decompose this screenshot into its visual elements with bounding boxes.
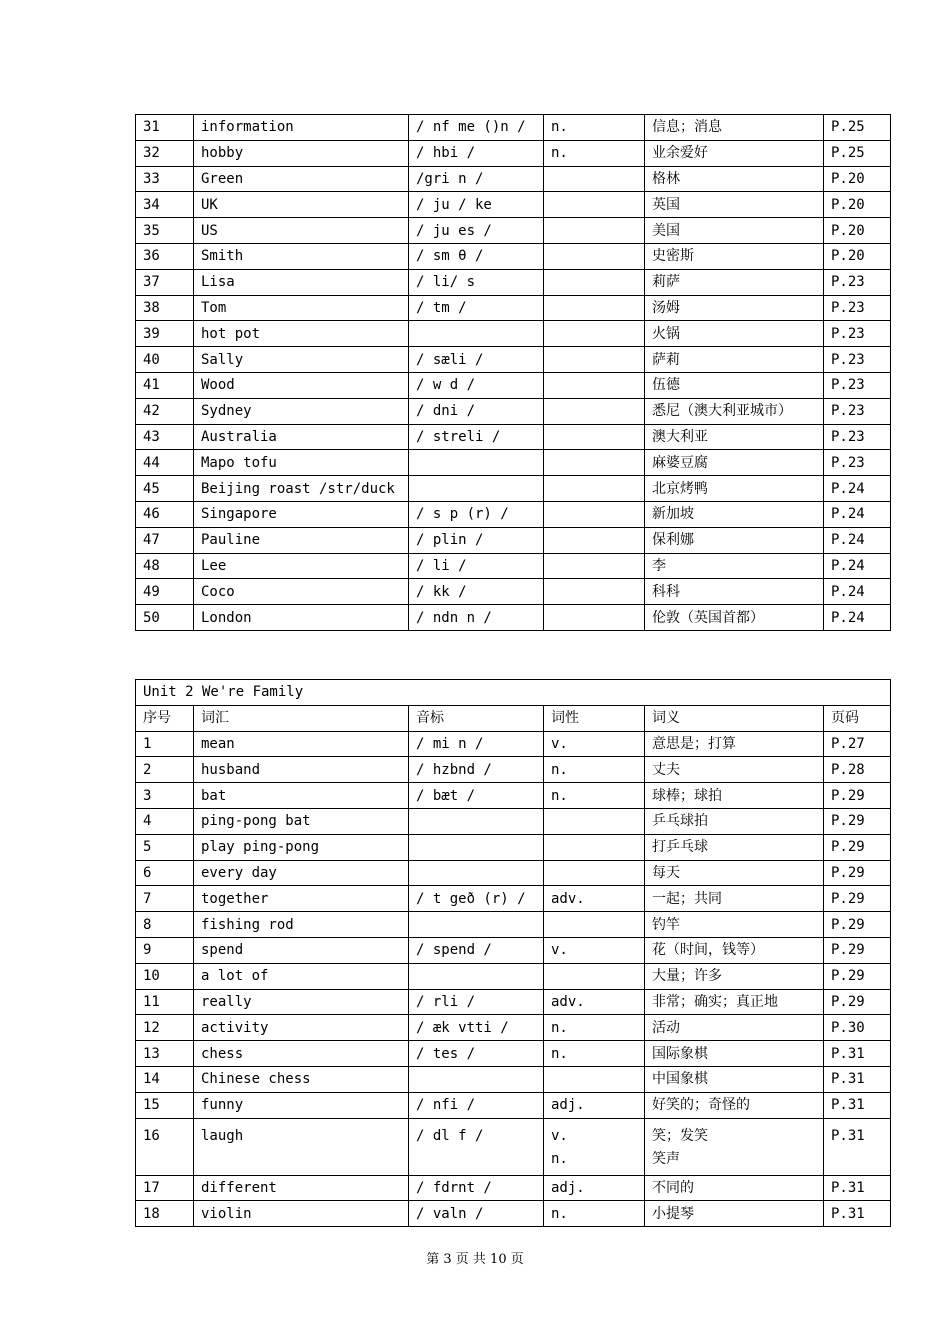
vocab-word: US xyxy=(194,218,409,244)
table-row xyxy=(136,937,891,963)
vocab-word: Smith xyxy=(194,243,409,269)
header-page: 页码 xyxy=(824,705,891,731)
part-of-speech xyxy=(544,269,645,295)
row-number: 44 xyxy=(136,450,194,476)
part-of-speech xyxy=(544,963,645,989)
vocab-word: hobby xyxy=(194,140,409,166)
row-number: 40 xyxy=(136,347,194,373)
page-ref: P.23 xyxy=(824,321,891,347)
meaning: 萨莉 xyxy=(645,347,824,373)
table-row xyxy=(136,757,891,783)
meaning-line-2: 笑声 xyxy=(652,1150,680,1167)
table-row xyxy=(136,605,891,631)
table-row xyxy=(136,476,891,502)
table-row xyxy=(136,269,891,295)
vocab-word: together xyxy=(194,886,409,912)
meaning: 伦敦（英国首都） xyxy=(645,605,824,631)
table-row xyxy=(136,450,891,476)
meaning: 乒乓球拍 xyxy=(645,808,824,834)
phonetic xyxy=(409,1066,544,1092)
meaning: 意思是；打算 xyxy=(645,731,824,757)
part-of-speech: adj. xyxy=(544,1092,645,1118)
phonetic: / plin / xyxy=(409,527,544,553)
vocab-word: a lot of xyxy=(194,963,409,989)
row-number: 45 xyxy=(136,476,194,502)
phonetic: / nf me ()n / xyxy=(409,115,544,141)
phonetic: /gri n / xyxy=(409,166,544,192)
vocab-word: bat xyxy=(194,783,409,809)
row-number: 6 xyxy=(136,860,194,886)
vocab-word: mean xyxy=(194,731,409,757)
part-of-speech xyxy=(544,579,645,605)
table-row xyxy=(136,398,891,424)
meaning: 新加坡 xyxy=(645,501,824,527)
page-ref: P.23 xyxy=(824,398,891,424)
phonetic: / sæli / xyxy=(409,347,544,373)
part-of-speech: v. xyxy=(544,937,645,963)
page-ref: P.31 xyxy=(824,1201,891,1227)
table-row xyxy=(136,1175,891,1201)
row-number: 33 xyxy=(136,166,194,192)
header-meaning: 词义 xyxy=(645,705,824,731)
page-ref: P.20 xyxy=(824,166,891,192)
table-row xyxy=(136,166,891,192)
table-row xyxy=(136,527,891,553)
row-number: 38 xyxy=(136,295,194,321)
table-row xyxy=(136,834,891,860)
meaning: 大量；许多 xyxy=(645,963,824,989)
meaning: 科科 xyxy=(645,579,824,605)
unit-title: Unit 2 We're Family xyxy=(136,680,891,706)
row-number: 43 xyxy=(136,424,194,450)
meaning: 麻婆豆腐 xyxy=(645,450,824,476)
row-number: 48 xyxy=(136,553,194,579)
row-number: 9 xyxy=(136,937,194,963)
header-word: 词汇 xyxy=(194,705,409,731)
part-of-speech xyxy=(544,243,645,269)
meaning: 北京烤鸭 xyxy=(645,476,824,502)
page-ref: P.25 xyxy=(824,140,891,166)
meaning: 好笑的；奇怪的 xyxy=(645,1092,824,1118)
page-ref: P.29 xyxy=(824,963,891,989)
part-of-speech xyxy=(544,860,645,886)
vocab-word: laugh xyxy=(194,1118,409,1175)
part-of-speech xyxy=(544,834,645,860)
page-ref: P.31 xyxy=(824,1066,891,1092)
meaning: 一起；共同 xyxy=(645,886,824,912)
meaning: 格林 xyxy=(645,166,824,192)
vocab-word: every day xyxy=(194,860,409,886)
row-number: 17 xyxy=(136,1175,194,1201)
meaning: 花（时间，钱等） xyxy=(645,937,824,963)
vocab-table-2-body xyxy=(136,731,891,1227)
part-of-speech xyxy=(544,605,645,631)
vocab-table-1-body xyxy=(136,115,891,631)
page-ref: P.30 xyxy=(824,1015,891,1041)
part-of-speech: adj. xyxy=(544,1175,645,1201)
part-of-speech-line-2: n. xyxy=(551,1150,568,1167)
page-ref: P.31 xyxy=(824,1175,891,1201)
part-of-speech: adv. xyxy=(544,886,645,912)
table-row xyxy=(136,963,891,989)
vocab-word: fishing rod xyxy=(194,912,409,938)
phonetic: / tes / xyxy=(409,1041,544,1067)
row-number: 3 xyxy=(136,783,194,809)
part-of-speech-line-1: v. xyxy=(551,1127,568,1144)
meaning: 英国 xyxy=(645,192,824,218)
meaning: 火锅 xyxy=(645,321,824,347)
page-ref: P.24 xyxy=(824,501,891,527)
phonetic: / ju / ke xyxy=(409,192,544,218)
row-number: 1 xyxy=(136,731,194,757)
page-ref: P.29 xyxy=(824,834,891,860)
table-row xyxy=(136,989,891,1015)
vocab-word: Chinese chess xyxy=(194,1066,409,1092)
row-number: 8 xyxy=(136,912,194,938)
page-ref: P.23 xyxy=(824,295,891,321)
part-of-speech xyxy=(544,553,645,579)
vocab-word: funny xyxy=(194,1092,409,1118)
part-of-speech: v. xyxy=(544,731,645,757)
table-row xyxy=(136,115,891,141)
part-of-speech xyxy=(544,476,645,502)
vocab-word: Mapo tofu xyxy=(194,450,409,476)
phonetic: / li/ s xyxy=(409,269,544,295)
phonetic: / ju es / xyxy=(409,218,544,244)
page-ref: P.31 xyxy=(824,1041,891,1067)
page-ref: P.31 xyxy=(824,1118,891,1175)
part-of-speech xyxy=(544,501,645,527)
table-row xyxy=(136,321,891,347)
part-of-speech xyxy=(544,192,645,218)
meaning: 美国 xyxy=(645,218,824,244)
table-row xyxy=(136,1092,891,1118)
vocab-word: Pauline xyxy=(194,527,409,553)
part-of-speech xyxy=(544,450,645,476)
row-number: 35 xyxy=(136,218,194,244)
vocab-word: ping-pong bat xyxy=(194,808,409,834)
table-row xyxy=(136,1118,891,1175)
phonetic: / bæt / xyxy=(409,783,544,809)
vocab-word: Singapore xyxy=(194,501,409,527)
part-of-speech xyxy=(544,218,645,244)
table-row xyxy=(136,860,891,886)
row-number: 39 xyxy=(136,321,194,347)
vocab-word: information xyxy=(194,115,409,141)
page-ref: P.20 xyxy=(824,243,891,269)
phonetic: / tm / xyxy=(409,295,544,321)
part-of-speech: n. xyxy=(544,1015,645,1041)
table-row xyxy=(136,424,891,450)
page-ref: P.23 xyxy=(824,269,891,295)
phonetic: / dl f / xyxy=(409,1118,544,1175)
table-row xyxy=(136,192,891,218)
meaning: 小提琴 xyxy=(645,1201,824,1227)
table-row xyxy=(136,553,891,579)
page-ref: P.23 xyxy=(824,424,891,450)
table-row xyxy=(136,783,891,809)
row-number: 11 xyxy=(136,989,194,1015)
page-ref: P.29 xyxy=(824,886,891,912)
page-ref: P.23 xyxy=(824,450,891,476)
header-ipa: 音标 xyxy=(409,705,544,731)
page-ref: P.24 xyxy=(824,553,891,579)
row-number: 13 xyxy=(136,1041,194,1067)
row-number: 31 xyxy=(136,115,194,141)
meaning: 伍德 xyxy=(645,372,824,398)
vocab-word: Lee xyxy=(194,553,409,579)
phonetic xyxy=(409,808,544,834)
table-row xyxy=(136,579,891,605)
page-ref: P.24 xyxy=(824,527,891,553)
row-number: 42 xyxy=(136,398,194,424)
vocab-table-1 xyxy=(135,114,891,631)
meaning: 业余爱好 xyxy=(645,140,824,166)
meaning: 汤姆 xyxy=(645,295,824,321)
page-ref: P.29 xyxy=(824,860,891,886)
meaning: 丈夫 xyxy=(645,757,824,783)
page-ref: P.23 xyxy=(824,347,891,373)
phonetic: / hzbnd / xyxy=(409,757,544,783)
page-ref: P.25 xyxy=(824,115,891,141)
page-ref: P.29 xyxy=(824,808,891,834)
part-of-speech: n. xyxy=(544,140,645,166)
part-of-speech xyxy=(544,1066,645,1092)
meaning: 每天 xyxy=(645,860,824,886)
vocab-word: different xyxy=(194,1175,409,1201)
row-number: 10 xyxy=(136,963,194,989)
table-row xyxy=(136,140,891,166)
part-of-speech xyxy=(544,321,645,347)
meaning: 钓竿 xyxy=(645,912,824,938)
row-number: 14 xyxy=(136,1066,194,1092)
phonetic xyxy=(409,963,544,989)
table-row xyxy=(136,218,891,244)
part-of-speech xyxy=(544,1118,645,1175)
part-of-speech xyxy=(544,295,645,321)
phonetic: / nfi / xyxy=(409,1092,544,1118)
part-of-speech xyxy=(544,527,645,553)
row-number: 36 xyxy=(136,243,194,269)
row-number: 7 xyxy=(136,886,194,912)
page-ref: P.29 xyxy=(824,783,891,809)
phonetic xyxy=(409,476,544,502)
phonetic: / valn / xyxy=(409,1201,544,1227)
phonetic: / t geð (r) / xyxy=(409,886,544,912)
phonetic xyxy=(409,321,544,347)
meaning: 史密斯 xyxy=(645,243,824,269)
vocab-word: violin xyxy=(194,1201,409,1227)
part-of-speech: n. xyxy=(544,783,645,809)
vocab-word: husband xyxy=(194,757,409,783)
meaning: 活动 xyxy=(645,1015,824,1041)
page-ref: P.20 xyxy=(824,218,891,244)
phonetic xyxy=(409,834,544,860)
part-of-speech: adv. xyxy=(544,989,645,1015)
meaning: 悉尼（澳大利亚城市） xyxy=(645,398,824,424)
page-ref: P.29 xyxy=(824,989,891,1015)
phonetic: / fdrnt / xyxy=(409,1175,544,1201)
vocab-word: play ping-pong xyxy=(194,834,409,860)
phonetic: / kk / xyxy=(409,579,544,605)
table-row xyxy=(136,912,891,938)
vocab-word: hot pot xyxy=(194,321,409,347)
phonetic: / mi n / xyxy=(409,731,544,757)
phonetic xyxy=(409,860,544,886)
table-row xyxy=(136,1041,891,1067)
table-row xyxy=(136,1201,891,1227)
phonetic: / dni / xyxy=(409,398,544,424)
vocab-word: Lisa xyxy=(194,269,409,295)
phonetic xyxy=(409,450,544,476)
vocab-word: Sydney xyxy=(194,398,409,424)
vocab-word: Beijing roast /str/duck xyxy=(194,476,409,502)
meaning: 球棒；球拍 xyxy=(645,783,824,809)
page-ref: P.24 xyxy=(824,476,891,502)
page-ref: P.27 xyxy=(824,731,891,757)
phonetic: / li / xyxy=(409,553,544,579)
part-of-speech xyxy=(544,808,645,834)
part-of-speech xyxy=(544,166,645,192)
vocab-word: really xyxy=(194,989,409,1015)
row-number: 34 xyxy=(136,192,194,218)
page-ref: P.24 xyxy=(824,605,891,631)
header-row xyxy=(136,705,891,731)
row-number: 2 xyxy=(136,757,194,783)
meaning: 莉萨 xyxy=(645,269,824,295)
part-of-speech: n. xyxy=(544,1201,645,1227)
page-ref: P.29 xyxy=(824,912,891,938)
table-row xyxy=(136,243,891,269)
phonetic: / æk vtti / xyxy=(409,1015,544,1041)
table-row xyxy=(136,295,891,321)
vocab-word: UK xyxy=(194,192,409,218)
table-row xyxy=(136,347,891,373)
row-number: 15 xyxy=(136,1092,194,1118)
row-number: 18 xyxy=(136,1201,194,1227)
vocab-word: activity xyxy=(194,1015,409,1041)
part-of-speech xyxy=(544,347,645,373)
vocab-word: Green xyxy=(194,166,409,192)
phonetic: / spend / xyxy=(409,937,544,963)
page-ref: P.28 xyxy=(824,757,891,783)
meaning: 李 xyxy=(645,553,824,579)
table-row xyxy=(136,808,891,834)
table-row xyxy=(136,372,891,398)
meaning: 保利娜 xyxy=(645,527,824,553)
part-of-speech: n. xyxy=(544,115,645,141)
part-of-speech xyxy=(544,372,645,398)
row-number: 47 xyxy=(136,527,194,553)
meaning: 打乒乓球 xyxy=(645,834,824,860)
vocab-word: spend xyxy=(194,937,409,963)
page-ref: P.24 xyxy=(824,579,891,605)
meaning: 非常；确实；真正地 xyxy=(645,989,824,1015)
table-row xyxy=(136,1066,891,1092)
vocab-word: London xyxy=(194,605,409,631)
page-ref: P.23 xyxy=(824,372,891,398)
row-number: 32 xyxy=(136,140,194,166)
row-number: 41 xyxy=(136,372,194,398)
row-number: 37 xyxy=(136,269,194,295)
header-num: 序号 xyxy=(136,705,194,731)
vocab-word: chess xyxy=(194,1041,409,1067)
page-ref: P.20 xyxy=(824,192,891,218)
phonetic: / streli / xyxy=(409,424,544,450)
row-number: 12 xyxy=(136,1015,194,1041)
row-number: 49 xyxy=(136,579,194,605)
row-number: 50 xyxy=(136,605,194,631)
vocab-word: Coco xyxy=(194,579,409,605)
part-of-speech: n. xyxy=(544,1041,645,1067)
row-number: 46 xyxy=(136,501,194,527)
part-of-speech xyxy=(544,398,645,424)
part-of-speech xyxy=(544,424,645,450)
row-number: 16 xyxy=(136,1118,194,1175)
meaning: 澳大利亚 xyxy=(645,424,824,450)
phonetic: / w d / xyxy=(409,372,544,398)
meaning: 信息；消息 xyxy=(645,115,824,141)
part-of-speech: n. xyxy=(544,757,645,783)
page-footer: 第 3 页 共 10 页 xyxy=(426,1252,524,1267)
table-row xyxy=(136,731,891,757)
meaning: 国际象棋 xyxy=(645,1041,824,1067)
row-number: 5 xyxy=(136,834,194,860)
table-row xyxy=(136,886,891,912)
unit-title-row xyxy=(136,680,891,706)
page-ref: P.29 xyxy=(824,937,891,963)
part-of-speech xyxy=(544,912,645,938)
meaning: 不同的 xyxy=(645,1175,824,1201)
header-pos: 词性 xyxy=(544,705,645,731)
phonetic: / s p (r) / xyxy=(409,501,544,527)
page-ref: P.31 xyxy=(824,1092,891,1118)
meaning-line-1: 笑；发笑 xyxy=(652,1127,708,1144)
phonetic xyxy=(409,912,544,938)
phonetic: / rli / xyxy=(409,989,544,1015)
row-number: 4 xyxy=(136,808,194,834)
vocab-word: Sally xyxy=(194,347,409,373)
phonetic: / ndn n / xyxy=(409,605,544,631)
vocab-word: Australia xyxy=(194,424,409,450)
phonetic: / sm θ / xyxy=(409,243,544,269)
table-row xyxy=(136,1015,891,1041)
phonetic: / hbi / xyxy=(409,140,544,166)
vocab-table-2 xyxy=(135,679,891,1227)
table-row xyxy=(136,501,891,527)
vocab-word: Tom xyxy=(194,295,409,321)
meaning: 中国象棋 xyxy=(645,1066,824,1092)
meaning xyxy=(645,1118,824,1175)
vocab-word: Wood xyxy=(194,372,409,398)
